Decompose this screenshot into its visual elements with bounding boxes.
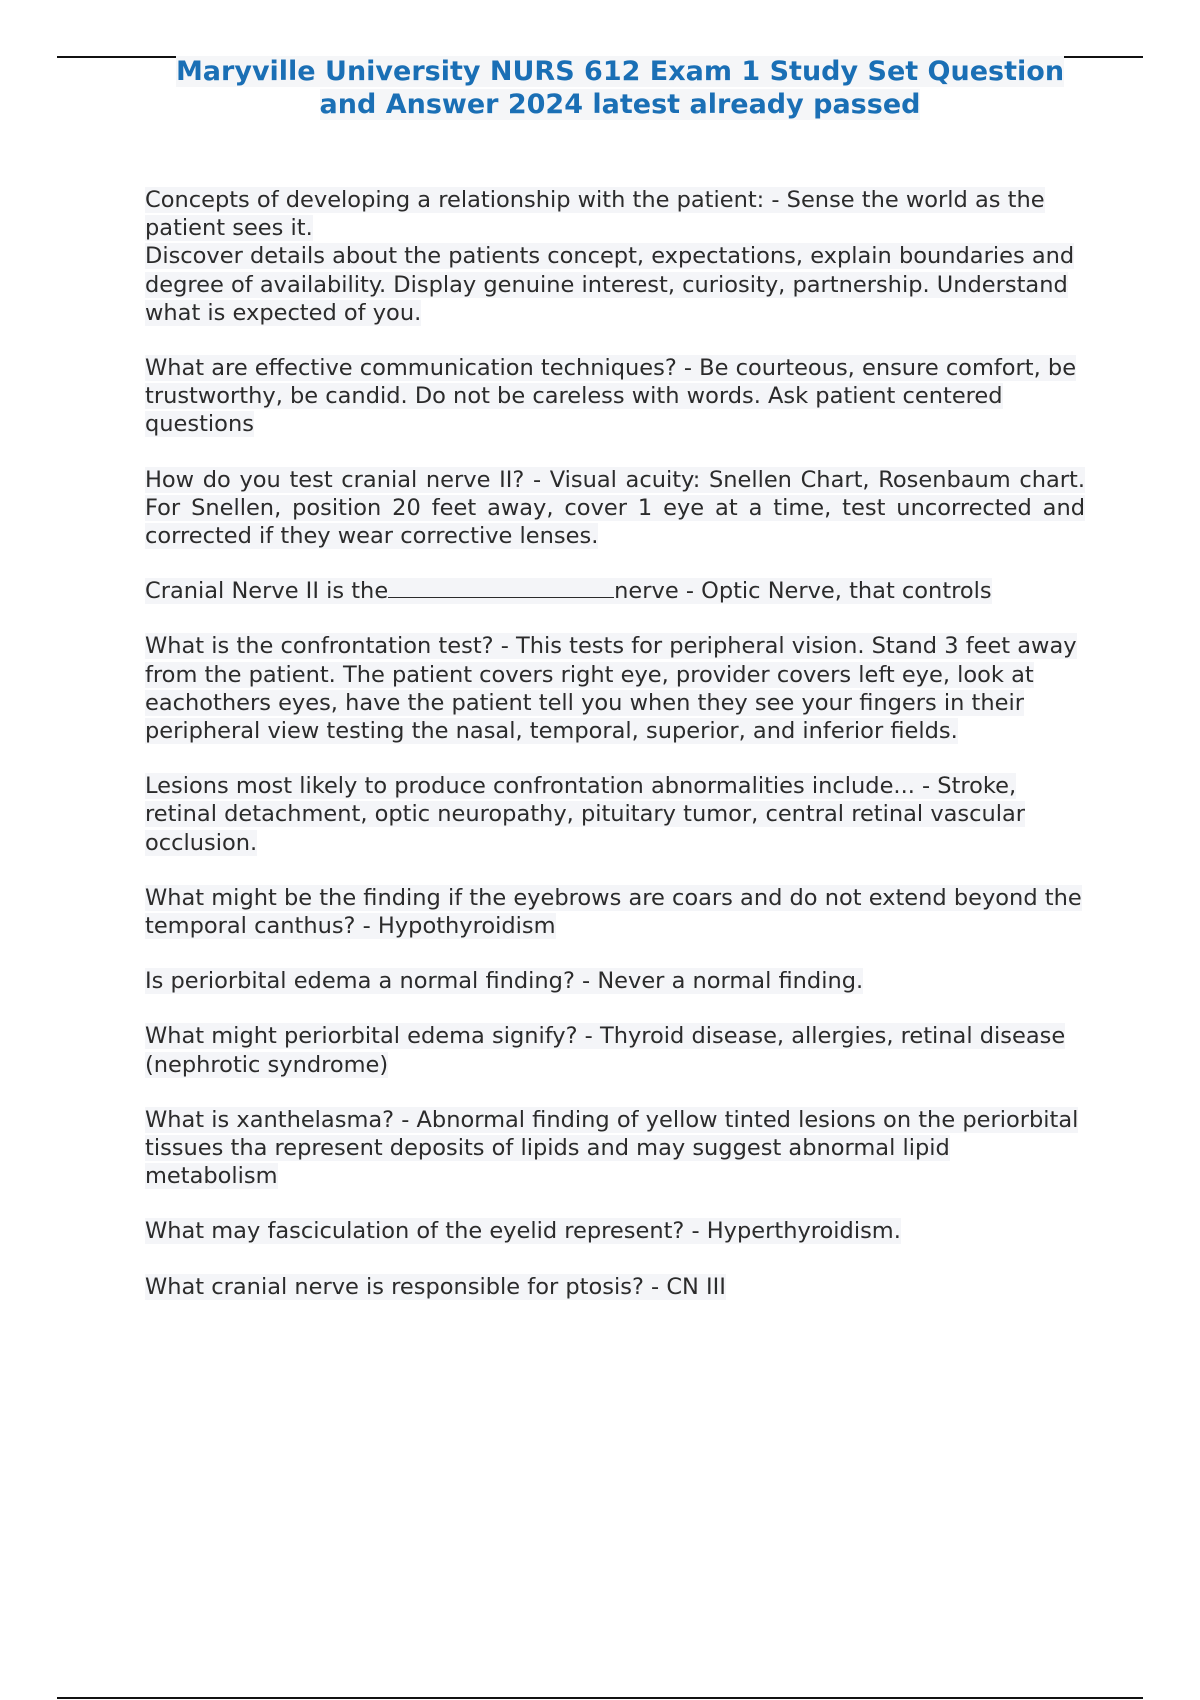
- qa-text: What is xanthelasma? - Abnormal finding of yellow tinted lesions on the periorbital tissues tha represent deposits of lipids and may suggest abnormal lipid metabolism: [145, 1106, 1079, 1190]
- qa-text: What are effective communication techniques? - Be courteous, ensure comfort, be trustworthy, be candid. Do not be careless with words. Ask patient centered questions: [145, 355, 1077, 438]
- qa-item: [145, 242, 1085, 327]
- qa-text: Lesions most likely to produce confrontation abnormalities include... - Stroke, retinal detachment, optic neuropathy, pituitary tumor, central retinal vascular occlusion.: [145, 773, 1026, 856]
- document-title: [140, 55, 1100, 121]
- qa-text: What may fasciculation of the eyelid represent? - Hyperthyroidism.: [145, 1218, 901, 1245]
- qa-item: [145, 354, 1085, 439]
- qa-item: [145, 884, 1085, 940]
- qa-text-after-blank: nerve - Optic Nerve, that controls: [614, 578, 992, 605]
- qa-text: What is the confrontation test? - This tests for peripheral vision. Stand 3 feet away from the patient. The patient covers right eye, provider covers left eye, look at eachothers eyes, have the patient tell you when they see your fingers in their peripheral view testing the nasal, temporal, superior, and inferior fields.: [145, 633, 1077, 745]
- qa-item: [145, 967, 1085, 995]
- qa-item: [145, 1217, 1085, 1245]
- qa-text: How do you test cranial nerve II? - Visual acuity: Snellen Chart, Rosenbaum chart. For Snellen, position 20 feet away, cover 1 eye at a time, test uncorrected and corrected if they wear corrective lenses.: [145, 466, 1085, 550]
- answer-blank: [388, 577, 614, 598]
- qa-text: Discover details about the patients concept, expectations, explain boundaries and degree of availability. Display genuine interest, curiosity, partnership. Understand what is expected of you.: [145, 243, 1075, 326]
- qa-text: Is periorbital edema a normal finding? - Never a normal finding.: [145, 968, 864, 995]
- qa-item: [145, 1273, 1085, 1301]
- qa-item: [145, 1106, 1085, 1191]
- qa-text: What might be the finding if the eyebrows are coars and do not extend beyond the temporal canthus? - Hypothyroidism: [145, 884, 1082, 940]
- qa-item-fill-blank: [145, 577, 1085, 605]
- qa-item: [145, 466, 1085, 551]
- qa-item: [145, 772, 1085, 857]
- qa-text-before-blank: Cranial Nerve II is the: [145, 578, 389, 605]
- qa-item: [145, 186, 1085, 242]
- qa-text: What might periorbital edema signify? - Thyroid disease, allergies, retinal disease (nephrotic syndrome): [145, 1023, 1066, 1078]
- qa-item: [145, 1022, 1085, 1078]
- title-line-2: and Answer 2024 latest already passed: [319, 89, 921, 120]
- qa-item: [145, 632, 1085, 745]
- document-body: [145, 186, 1085, 1328]
- bottom-rule: [57, 1697, 1143, 1699]
- qa-text: What cranial nerve is responsible for ptosis? - CN III: [145, 1273, 726, 1300]
- qa-text: Concepts of developing a relationship with the patient: - Sense the world as the patient sees it.: [145, 187, 1045, 242]
- title-line-1: Maryville University NURS 612 Exam 1 Study Set Question: [175, 56, 1065, 87]
